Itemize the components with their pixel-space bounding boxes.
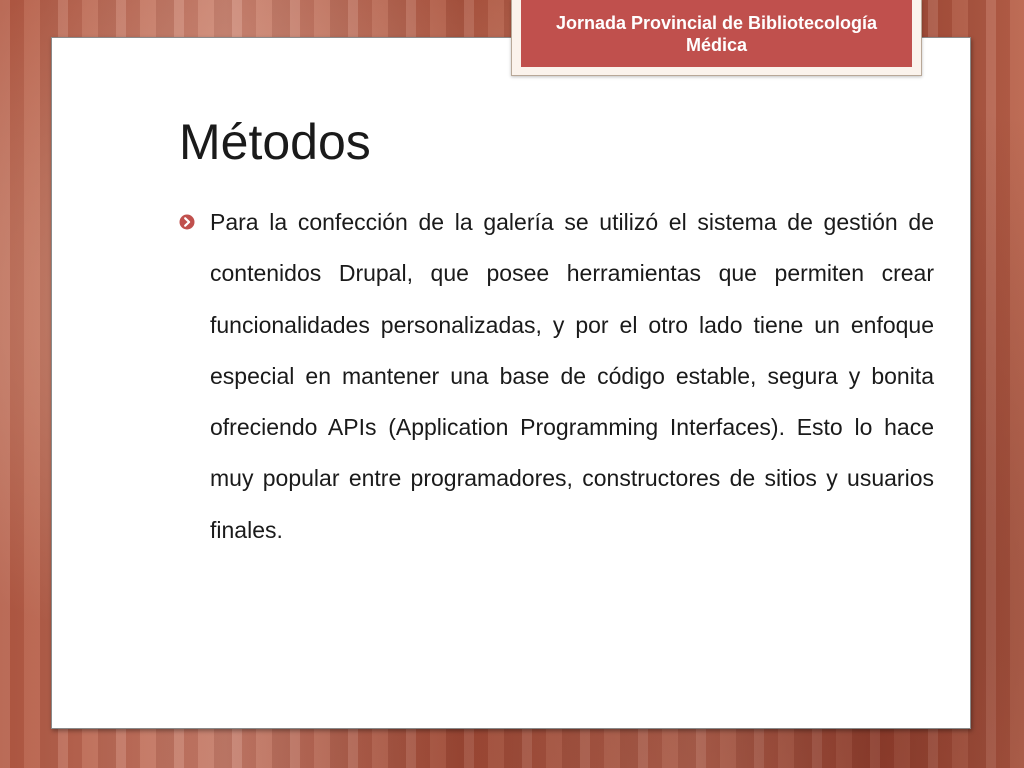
bullet-text: Para la confección de la galería se utilizó el sistema de gestión de contenidos Drupal, que posee herramientas que permiten crear funcionalidades personalizadas, y por el otro lado tiene un enfoque especial en mantener una base de código estable, segura y bonita ofreciendo APIs (Application Programming Interfaces). Esto lo hace muy popular entre programadores, constructores de sitios y usuarios finales. [210,209,934,543]
event-banner-frame [511,0,922,76]
slide-content-panel [51,37,971,729]
bullet-item [179,197,934,556]
event-banner-title: Jornada Provincial de Bibliotecología Médica [555,12,878,55]
slide-title: Métodos [179,114,371,170]
circled-chevron-right-icon [179,214,195,230]
event-banner [521,0,912,67]
